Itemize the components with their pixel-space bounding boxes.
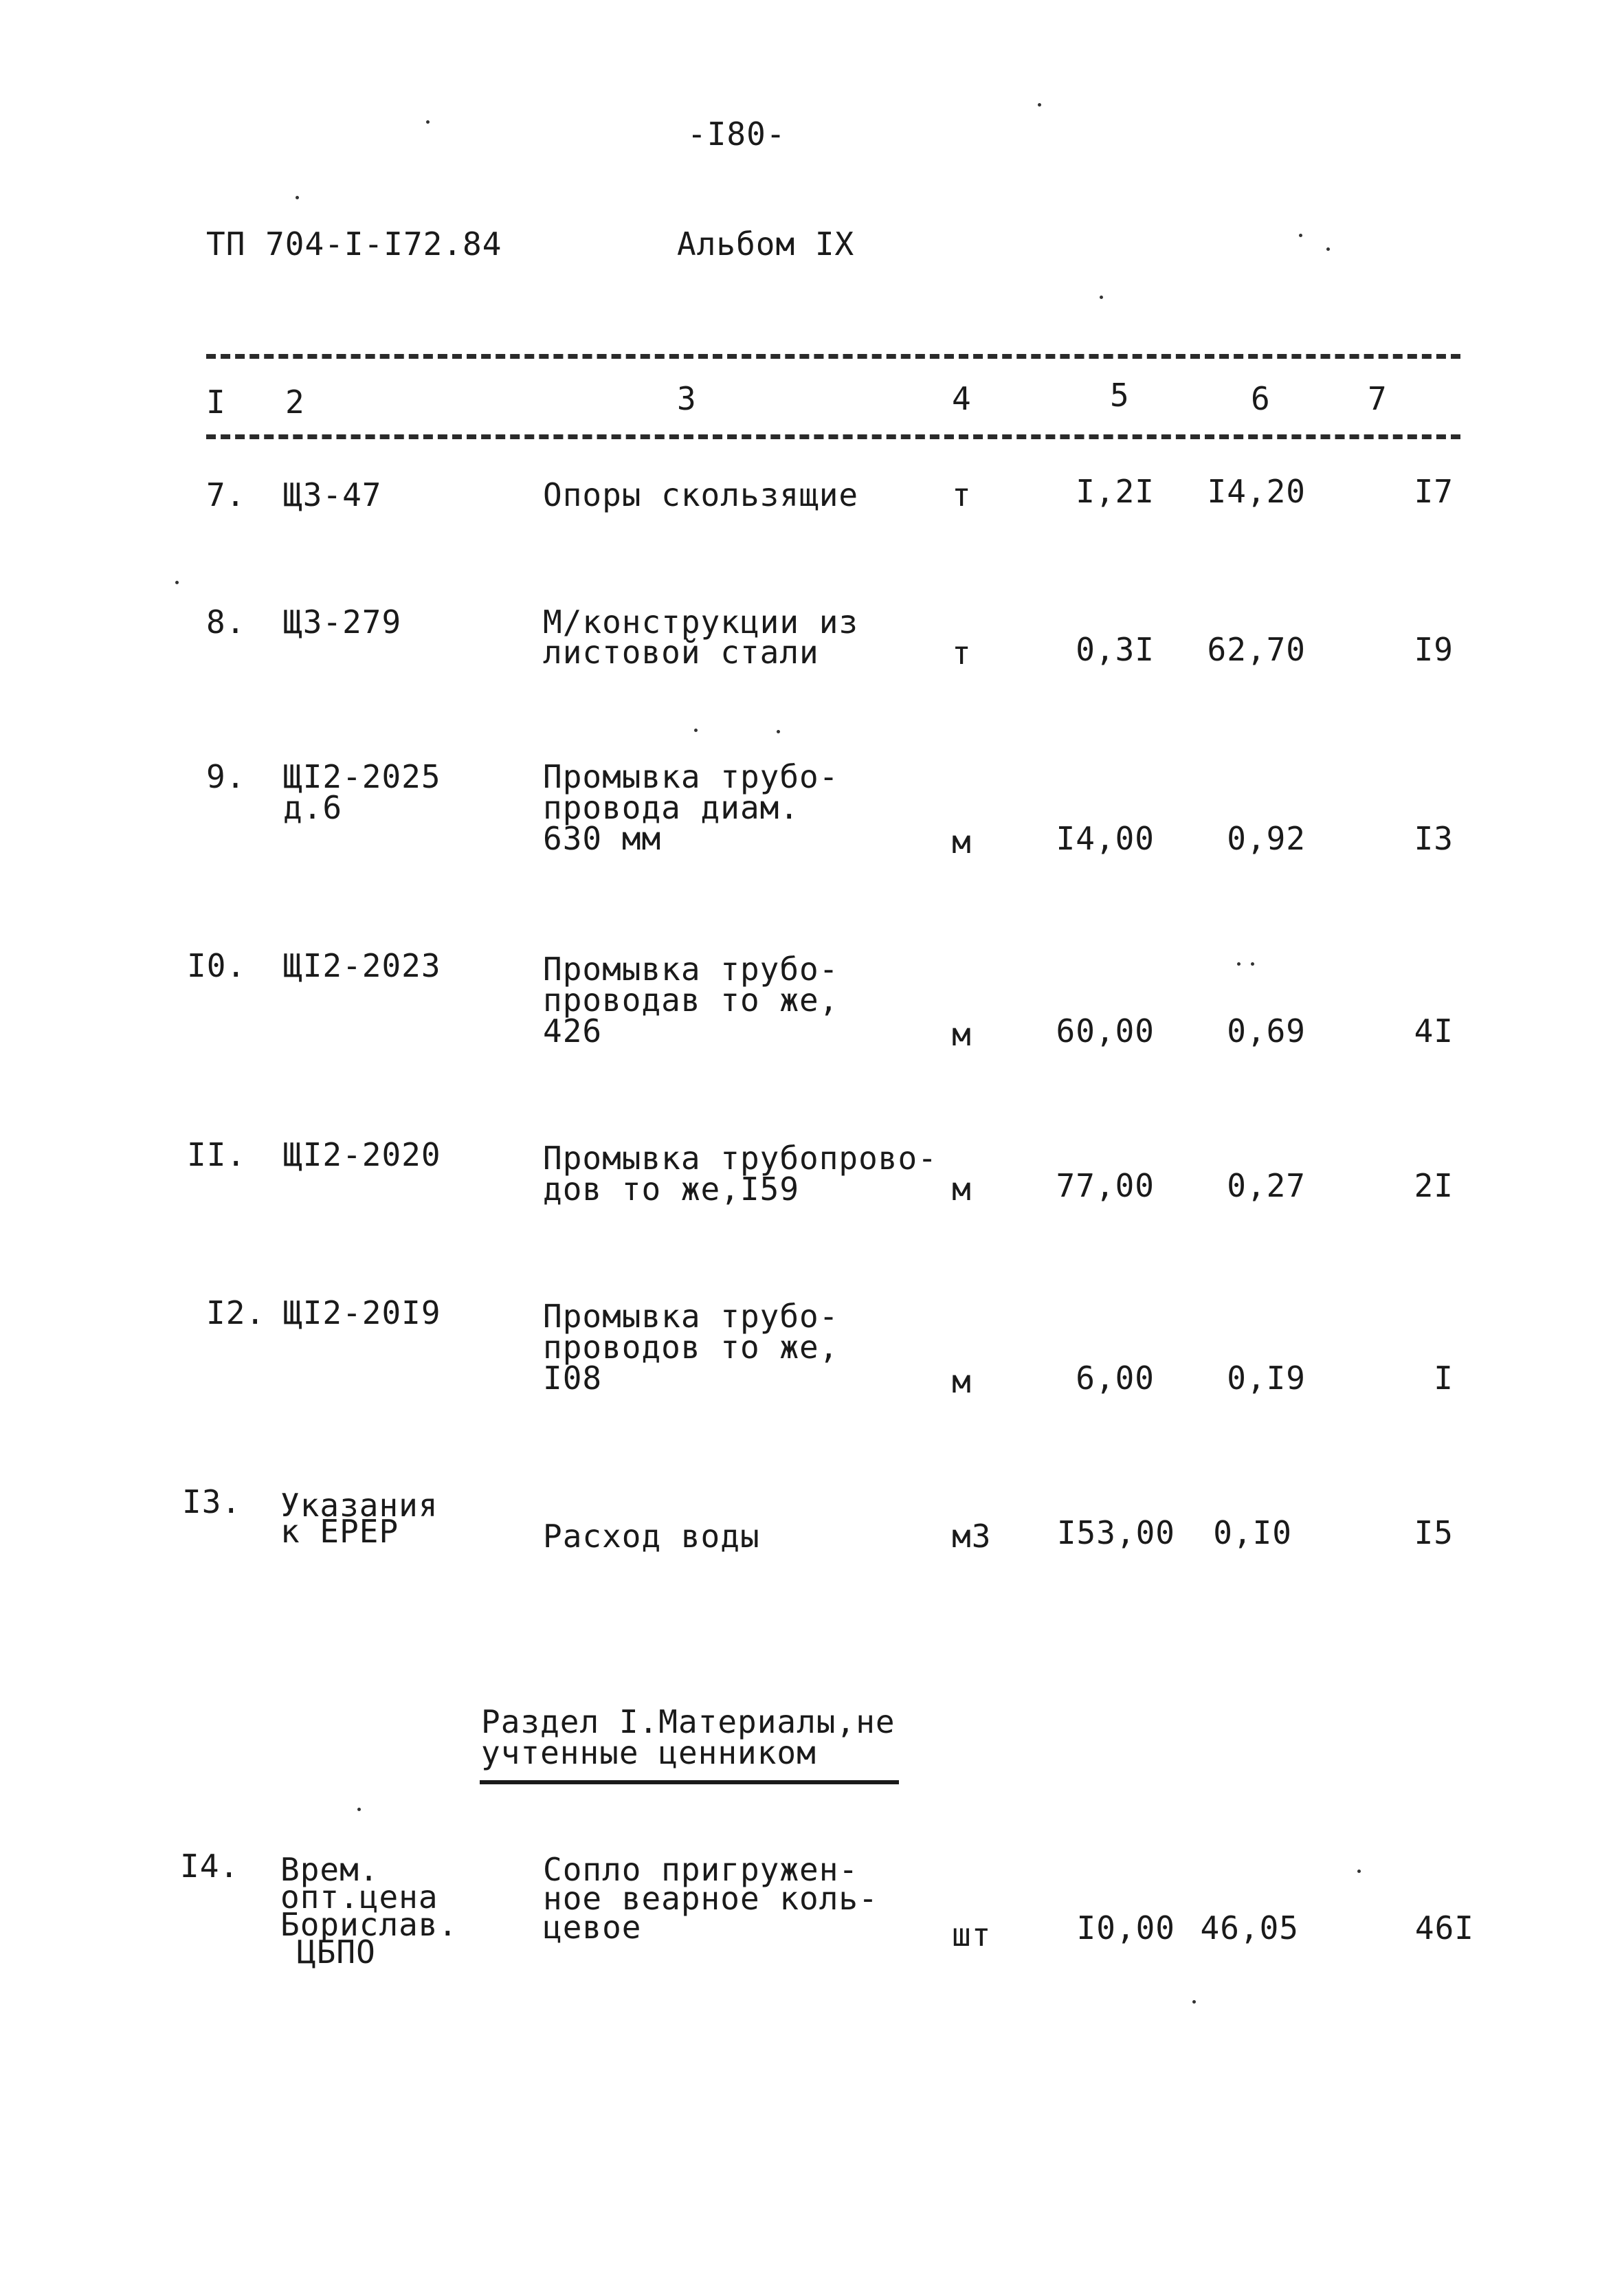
unit-price: 0,69: [1227, 1012, 1306, 1050]
section-underline: [480, 1780, 899, 1784]
scan-speck: [1299, 234, 1302, 237]
price-source-line-2: опт.цена: [280, 1878, 438, 1916]
scan-speck: [1251, 962, 1254, 966]
item-name-line-3: 630 мм: [543, 820, 662, 857]
quantity: I53,00: [1056, 1514, 1175, 1551]
total: I3: [1414, 820, 1454, 857]
scan-speck: [777, 730, 780, 733]
row-number: II.: [187, 1136, 247, 1173]
price-code: ЩI2-2025: [283, 758, 441, 795]
row-number: I3.: [182, 1483, 242, 1520]
scan-speck: [1237, 962, 1241, 966]
quantity: 0,3I: [1076, 631, 1155, 668]
price-source-line-1: Врем.: [280, 1851, 379, 1888]
row-number: I2.: [206, 1294, 266, 1331]
total: 46I: [1414, 1909, 1474, 1947]
total: I: [1434, 1360, 1454, 1397]
item-name-line-2: проводов то же,: [543, 1329, 839, 1366]
item-name-line-2: ное веарное коль-: [543, 1880, 878, 1917]
quantity: I0,00: [1076, 1909, 1175, 1947]
scan-speck: [1192, 2000, 1196, 2004]
album-title: Альбом IX: [677, 225, 855, 263]
item-name-line-3: 426: [543, 1012, 603, 1050]
item-name-line-1: Промывка трубо-: [543, 758, 839, 795]
unit-price: 0,I9: [1227, 1360, 1306, 1397]
price-code: ЩЗ-279: [283, 603, 402, 641]
quantity: I4,00: [1056, 820, 1155, 857]
scan-speck: [1038, 103, 1041, 107]
page-number: -I80-: [687, 115, 786, 153]
item-name: Опоры скользящие: [543, 476, 859, 513]
col-header-5: 5: [1110, 377, 1130, 414]
unit: м3: [952, 1518, 992, 1555]
row-number: 8.: [206, 603, 246, 641]
price-code-sub: к ЕРЕР: [280, 1513, 399, 1550]
total: I7: [1414, 473, 1454, 510]
unit-price: 0,27: [1227, 1167, 1306, 1204]
item-name-line-3: цевое: [543, 1909, 642, 1946]
unit: т: [952, 476, 972, 513]
quantity: 6,00: [1076, 1360, 1155, 1397]
item-name-line-1: Промывка трубопрово-: [543, 1140, 937, 1177]
unit: т: [952, 634, 972, 672]
unit: м: [952, 1016, 972, 1053]
scan-speck: [1326, 247, 1330, 251]
col-header-7: 7: [1368, 380, 1388, 417]
quantity: 77,00: [1056, 1167, 1155, 1204]
item-name-line-1: Промывка трубо-: [543, 951, 839, 988]
section-title-line-2: учтенные ценником: [481, 1734, 816, 1771]
doc-code: ТП 704-I-I72.84: [206, 225, 502, 263]
price-code: ЩЗ-47: [283, 476, 382, 513]
col-header-3: 3: [677, 380, 697, 417]
unit-price: 46,05: [1200, 1909, 1299, 1947]
unit: м: [952, 1363, 972, 1400]
item-name-line-2: листовой стали: [543, 634, 819, 671]
unit-price: 0,I0: [1213, 1514, 1292, 1551]
scan-speck: [296, 196, 299, 199]
scan-speck: [175, 581, 179, 584]
price-source-line-4: ЦБПО: [297, 1933, 376, 1971]
row-number: I4.: [180, 1848, 240, 1885]
item-name-line-1: Промывка трубо-: [543, 1298, 839, 1335]
item-name-line-1: Сопло пригружен-: [543, 1851, 859, 1888]
unit-price: 62,70: [1207, 631, 1306, 668]
row-number: I0.: [187, 947, 247, 984]
total: 2I: [1414, 1167, 1454, 1204]
total: I5: [1414, 1514, 1454, 1551]
row-number: 9.: [206, 758, 246, 795]
scan-speck: [1357, 1870, 1361, 1873]
scan-speck: [694, 729, 698, 732]
section-title-line-1: Раздел I.Материалы,не: [481, 1703, 896, 1740]
col-header-1: I: [206, 384, 226, 421]
col-header-4: 4: [952, 380, 972, 417]
scan-speck: [357, 1808, 361, 1811]
item-name-line-1: М/конструкции из: [543, 603, 859, 641]
price-code: ЩI2-20I9: [283, 1294, 441, 1331]
item-name-line-2: проводав то же,: [543, 982, 839, 1019]
item-name: Расход воды: [543, 1518, 760, 1555]
col-header-2: 2: [285, 384, 305, 421]
total: I9: [1414, 631, 1454, 668]
total: 4I: [1414, 1012, 1454, 1050]
item-name-line-2: провода диам.: [543, 789, 800, 826]
price-code: ЩI2-2023: [283, 947, 441, 984]
table-header-rule: [206, 434, 1460, 439]
scan-speck: [1100, 296, 1103, 299]
price-code-sub: д.6: [283, 789, 343, 826]
unit: шт: [952, 1916, 992, 1953]
table-top-rule: [206, 354, 1460, 359]
unit-price: I4,20: [1207, 473, 1306, 510]
item-name-line-2: дов то же,I59: [543, 1171, 800, 1208]
row-number: 7.: [206, 476, 246, 513]
quantity: I,2I: [1076, 473, 1155, 510]
quantity: 60,00: [1056, 1012, 1155, 1050]
price-source-line-3: Борислав.: [280, 1906, 458, 1943]
unit: м: [952, 1171, 972, 1208]
item-name-line-3: I08: [543, 1360, 603, 1397]
col-header-6: 6: [1251, 380, 1271, 417]
price-code: Указания: [280, 1487, 438, 1524]
unit-price: 0,92: [1227, 820, 1306, 857]
price-code: ЩI2-2020: [283, 1136, 441, 1173]
scan-speck: [426, 120, 430, 124]
unit: м: [952, 823, 972, 861]
